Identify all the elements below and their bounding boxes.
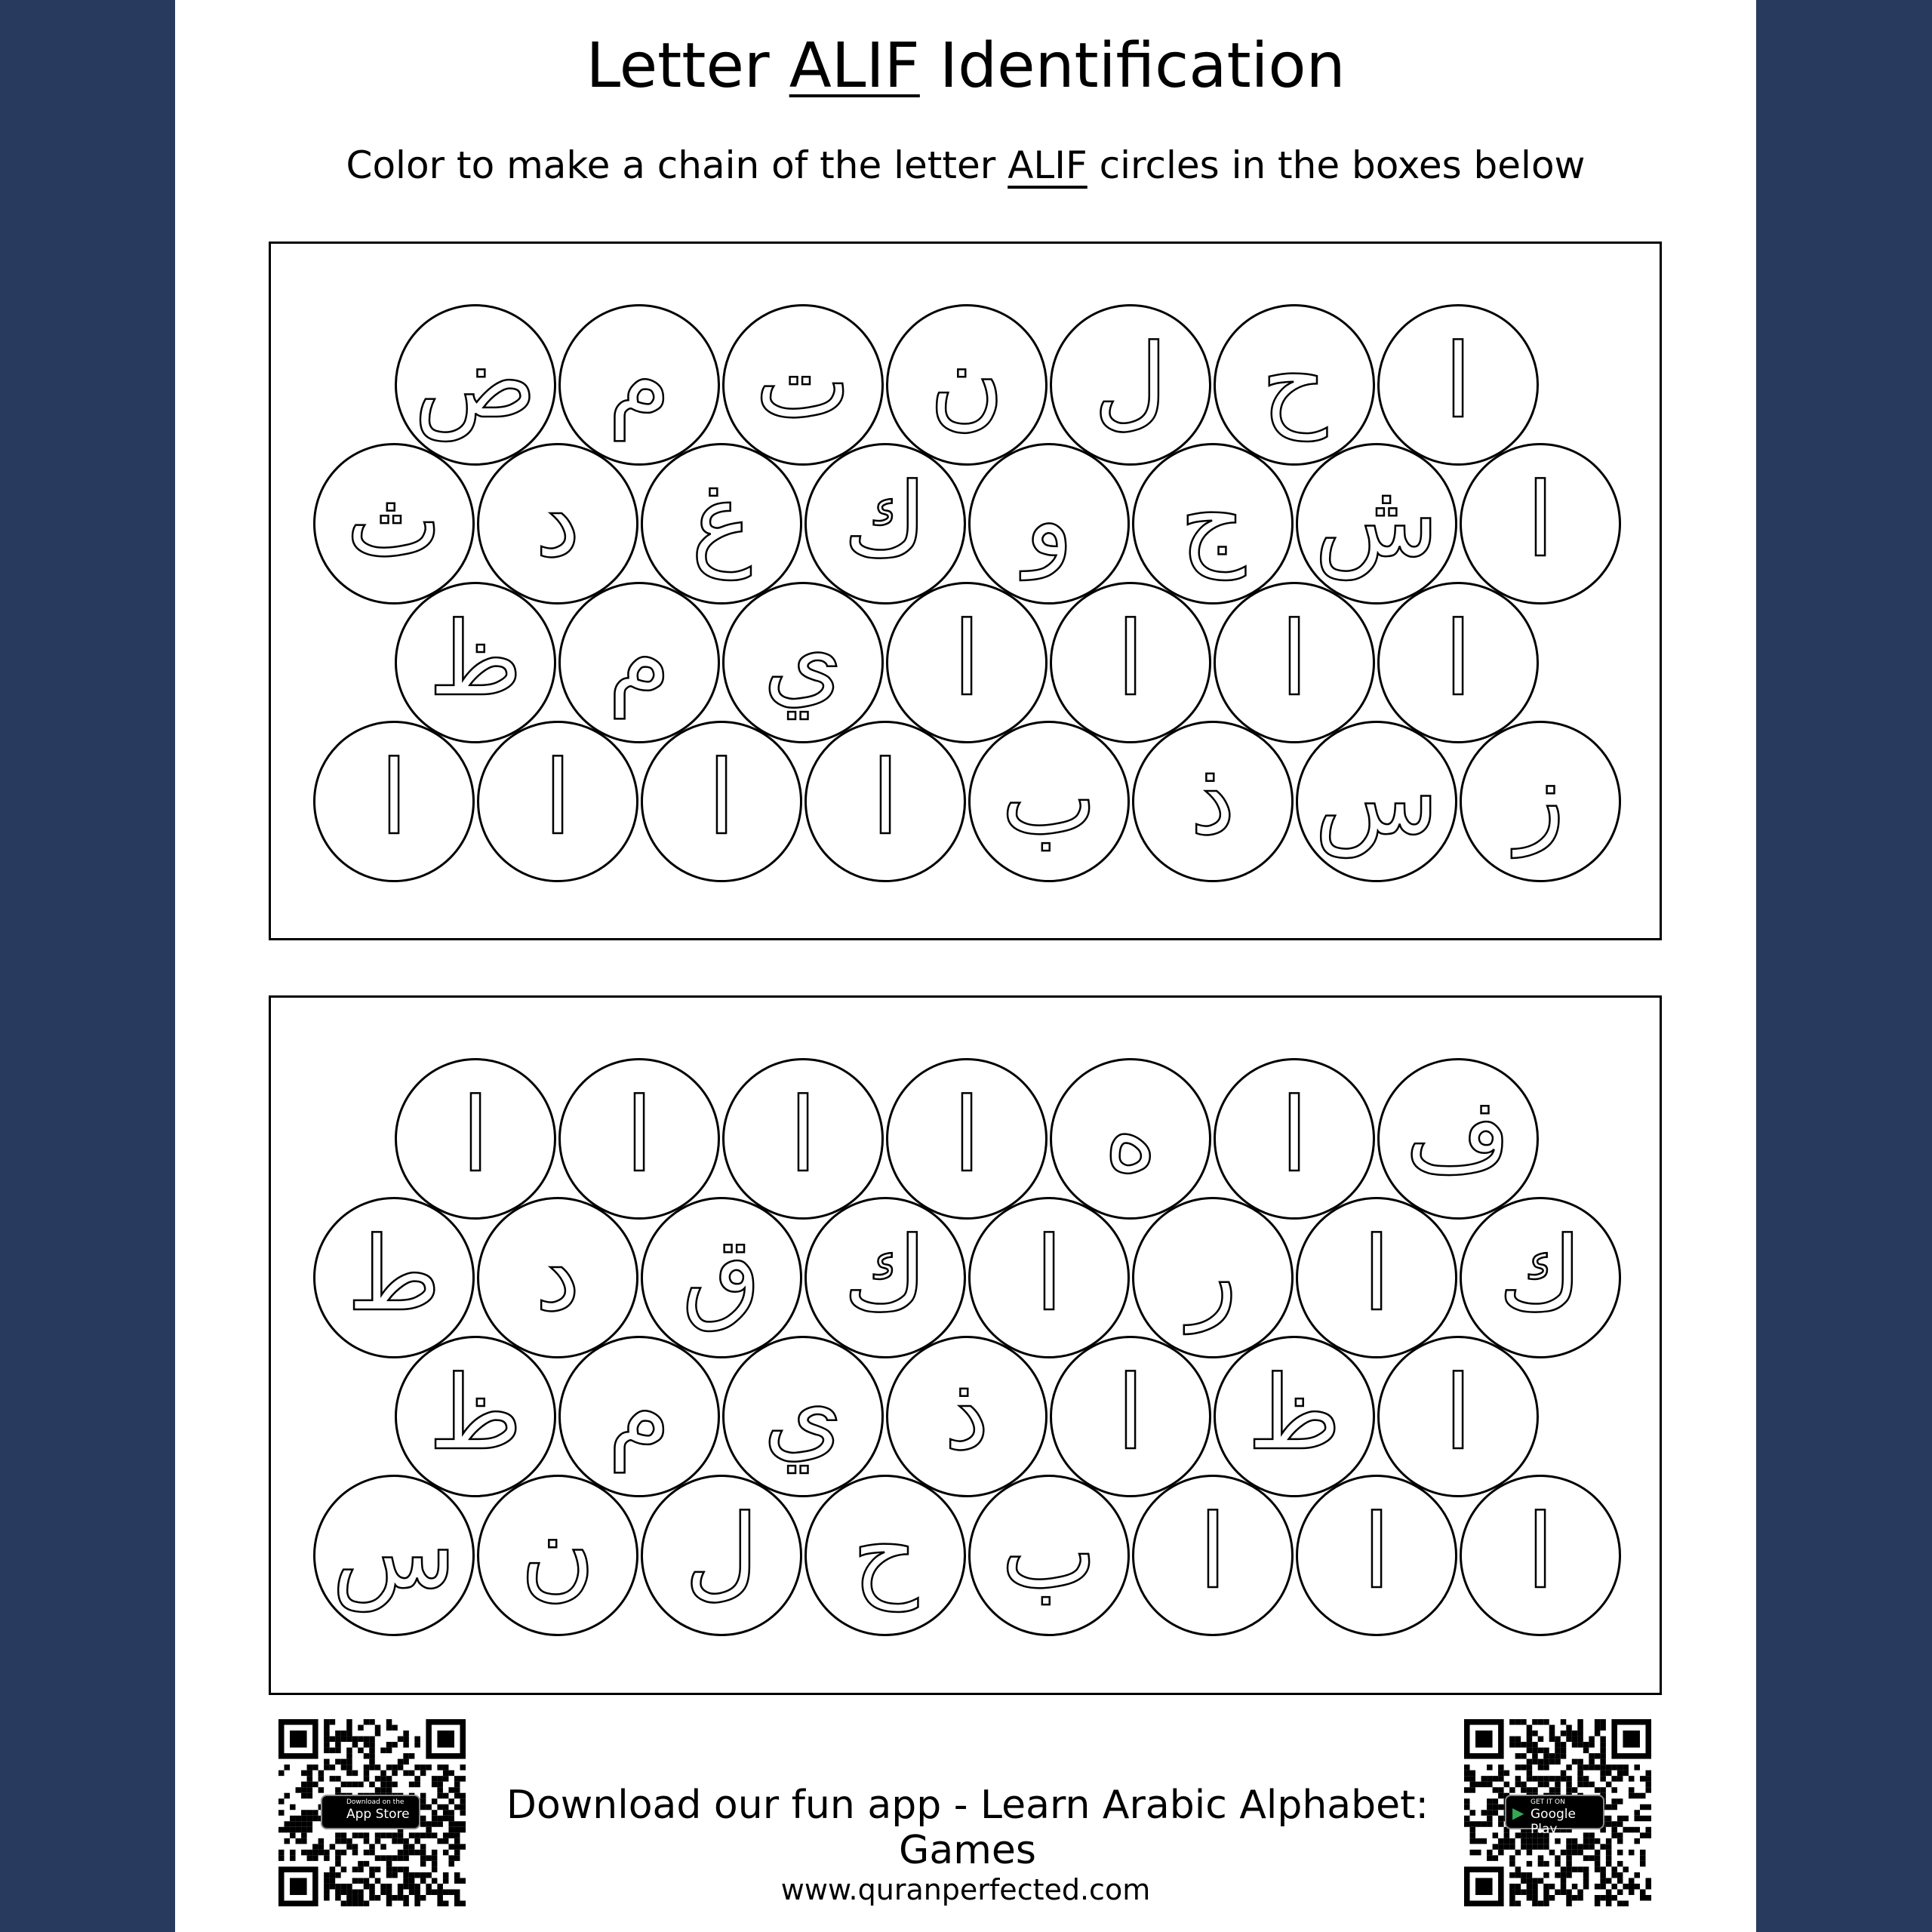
- arabic-letter: ر: [1188, 1214, 1238, 1334]
- arabic-letter: ي: [763, 599, 843, 718]
- arabic-letter: ك: [1498, 1214, 1583, 1334]
- letter-circle[interactable]: [395, 1058, 556, 1220]
- letter-circle[interactable]: [641, 1197, 802, 1358]
- letter-circle[interactable]: [1377, 304, 1539, 466]
- letter-circle[interactable]: [886, 582, 1048, 743]
- download-app-text: Download our fun app - Learn Arabic Alphabet: Games: [506, 1783, 1429, 1873]
- letter-circle[interactable]: [477, 1475, 638, 1636]
- arabic-letter: م: [608, 321, 671, 441]
- arabic-letter: ا: [1116, 1353, 1145, 1472]
- letter-circle[interactable]: [477, 443, 638, 605]
- arabic-letter: س: [331, 1492, 457, 1611]
- letter-circle[interactable]: [1132, 443, 1294, 605]
- arabic-letter: ل: [684, 1492, 759, 1611]
- arabic-letter: ن: [520, 1492, 595, 1611]
- letter-circle[interactable]: [1214, 1058, 1375, 1220]
- worksheet-page: [175, 0, 1756, 1932]
- arabic-letter: م: [608, 599, 671, 718]
- title-letter: ALIF: [789, 30, 920, 102]
- letter-circle[interactable]: [558, 582, 720, 743]
- arabic-letter: غ: [691, 460, 752, 580]
- arabic-letter: ا: [1280, 599, 1309, 718]
- arabic-letter: ا: [543, 738, 572, 857]
- arabic-letter: ظ: [428, 599, 523, 718]
- arabic-letter: ح: [852, 1492, 918, 1611]
- letter-circle[interactable]: [1460, 1475, 1621, 1636]
- instructions: [175, 143, 1756, 187]
- arabic-letter: ه: [1103, 1075, 1158, 1195]
- letter-circle[interactable]: [395, 582, 556, 743]
- letter-circle[interactable]: [886, 1058, 1048, 1220]
- letter-circle[interactable]: [558, 304, 720, 466]
- arabic-letter: ظ: [1247, 1353, 1342, 1472]
- puzzle-box-2: [269, 995, 1662, 1695]
- arabic-letter: ا: [1035, 1214, 1063, 1334]
- arabic-letter: ن: [929, 321, 1004, 441]
- letter-circle[interactable]: [1460, 1197, 1621, 1358]
- arabic-letter: ا: [461, 1075, 490, 1195]
- arabic-letter: ا: [380, 738, 408, 857]
- letter-circle[interactable]: [1050, 1336, 1211, 1497]
- letter-circle[interactable]: [1214, 582, 1375, 743]
- instructions-prefix: Color to make a chain of the letter: [346, 143, 1008, 187]
- arabic-letter: ا: [1116, 599, 1145, 718]
- arabic-letter: ا: [952, 1075, 981, 1195]
- letter-circle[interactable]: [968, 443, 1130, 605]
- google-play-small-label: GET IT ON: [1531, 1798, 1565, 1806]
- letter-circle[interactable]: [395, 304, 556, 466]
- arabic-letter: ا: [1362, 1492, 1391, 1611]
- letter-circle[interactable]: [641, 443, 802, 605]
- letter-circle[interactable]: [558, 1336, 720, 1497]
- letter-circle[interactable]: [1132, 1475, 1294, 1636]
- letter-circle[interactable]: [1050, 1058, 1211, 1220]
- arabic-letter: ا: [1526, 1492, 1555, 1611]
- app-store-label: App Store: [346, 1807, 410, 1822]
- google-play-badge[interactable]: [1505, 1795, 1604, 1837]
- arabic-letter: ا: [789, 1075, 817, 1195]
- title-prefix: Letter: [586, 30, 789, 102]
- arabic-letter: ا: [1444, 321, 1472, 441]
- arabic-letter: ث: [346, 460, 442, 580]
- letter-circle[interactable]: [722, 1336, 884, 1497]
- letter-circle[interactable]: [804, 443, 966, 605]
- letter-circle[interactable]: [1460, 443, 1621, 605]
- arabic-letter: ا: [1198, 1492, 1227, 1611]
- letter-circle[interactable]: [313, 443, 475, 605]
- letter-circle[interactable]: [1377, 582, 1539, 743]
- title-suffix: Identification: [919, 30, 1346, 102]
- arabic-letter: ا: [707, 738, 736, 857]
- letter-circle[interactable]: [313, 1475, 475, 1636]
- arabic-letter: د: [534, 460, 581, 580]
- arabic-letter: ا: [1444, 599, 1472, 718]
- play-icon: ▶: [1512, 1804, 1524, 1822]
- instructions-letter: ALIF: [1008, 143, 1088, 187]
- letter-circle[interactable]: [722, 582, 884, 743]
- letter-circle[interactable]: [1296, 721, 1457, 882]
- puzzle-box-1: [269, 242, 1662, 940]
- arabic-letter: س: [1314, 738, 1439, 857]
- arabic-letter: ل: [1093, 321, 1168, 441]
- arabic-letter: ا: [1444, 1353, 1472, 1472]
- arabic-letter: ف: [1405, 1075, 1511, 1195]
- arabic-letter: و: [1024, 460, 1074, 580]
- letter-circle[interactable]: [804, 1197, 966, 1358]
- arabic-letter: ظ: [428, 1353, 523, 1472]
- letter-circle[interactable]: [804, 721, 966, 882]
- letter-circle[interactable]: [886, 304, 1048, 466]
- arabic-letter: ك: [843, 460, 928, 580]
- arabic-letter: ا: [871, 738, 900, 857]
- letter-circle[interactable]: [1460, 721, 1621, 882]
- arabic-letter: ا: [952, 599, 981, 718]
- arabic-letter: ق: [681, 1214, 761, 1334]
- letter-circle[interactable]: [1377, 1336, 1539, 1497]
- letter-circle[interactable]: [968, 721, 1130, 882]
- letter-circle[interactable]: [641, 1475, 802, 1636]
- letter-circle[interactable]: [1296, 1197, 1457, 1358]
- letter-circle[interactable]: [968, 1475, 1130, 1636]
- letter-circle[interactable]: [1296, 443, 1457, 605]
- letter-circle[interactable]: [1214, 304, 1375, 466]
- app-store-badge[interactable]: [321, 1795, 420, 1829]
- letter-circle[interactable]: [968, 1197, 1130, 1358]
- letter-circle[interactable]: [313, 1197, 475, 1358]
- arabic-letter: ك: [843, 1214, 928, 1334]
- letter-circle[interactable]: [1050, 304, 1211, 466]
- letter-circle[interactable]: [722, 1058, 884, 1220]
- letter-circle[interactable]: [395, 1336, 556, 1497]
- arabic-letter: ب: [1001, 738, 1097, 857]
- arabic-letter: ض: [414, 321, 537, 441]
- letter-circle[interactable]: [1050, 582, 1211, 743]
- arabic-letter: ز: [1515, 738, 1565, 857]
- arabic-letter: د: [534, 1214, 581, 1334]
- arabic-letter: ش: [1314, 460, 1439, 580]
- letter-circle[interactable]: [477, 721, 638, 882]
- arabic-letter: ا: [1362, 1214, 1391, 1334]
- letter-circle[interactable]: [804, 1475, 966, 1636]
- arabic-letter: ا: [1280, 1075, 1309, 1195]
- letter-circle[interactable]: [1296, 1475, 1457, 1636]
- arabic-letter: ذ: [1189, 738, 1236, 857]
- arabic-letter: ا: [625, 1075, 654, 1195]
- letter-circle[interactable]: [477, 1197, 638, 1358]
- arabic-letter: ت: [755, 321, 851, 441]
- letter-circle[interactable]: [1132, 721, 1294, 882]
- letter-circle[interactable]: [641, 721, 802, 882]
- website-url[interactable]: www.quranperfected.com: [780, 1873, 1151, 1906]
- letter-circle[interactable]: [1132, 1197, 1294, 1358]
- arabic-letter: ا: [1526, 460, 1555, 580]
- letter-circle[interactable]: [1214, 1336, 1375, 1497]
- arabic-letter: ج: [1180, 460, 1246, 580]
- arabic-letter: ذ: [943, 1353, 990, 1472]
- letter-circle[interactable]: [558, 1058, 720, 1220]
- app-store-small-label: Download on the: [346, 1798, 405, 1806]
- letter-circle[interactable]: [1377, 1058, 1539, 1220]
- arabic-letter: م: [608, 1353, 671, 1472]
- arabic-letter: ح: [1261, 321, 1327, 441]
- arabic-letter: ب: [1001, 1492, 1097, 1611]
- arabic-letter: ط: [346, 1214, 441, 1334]
- letter-circle[interactable]: [886, 1336, 1048, 1497]
- letter-circle[interactable]: [722, 304, 884, 466]
- page-title: [175, 30, 1756, 102]
- arabic-letter: ي: [763, 1353, 843, 1472]
- instructions-suffix: circles in the boxes below: [1087, 143, 1586, 187]
- letter-circle[interactable]: [313, 721, 475, 882]
- google-play-label: Google Play: [1531, 1807, 1576, 1837]
